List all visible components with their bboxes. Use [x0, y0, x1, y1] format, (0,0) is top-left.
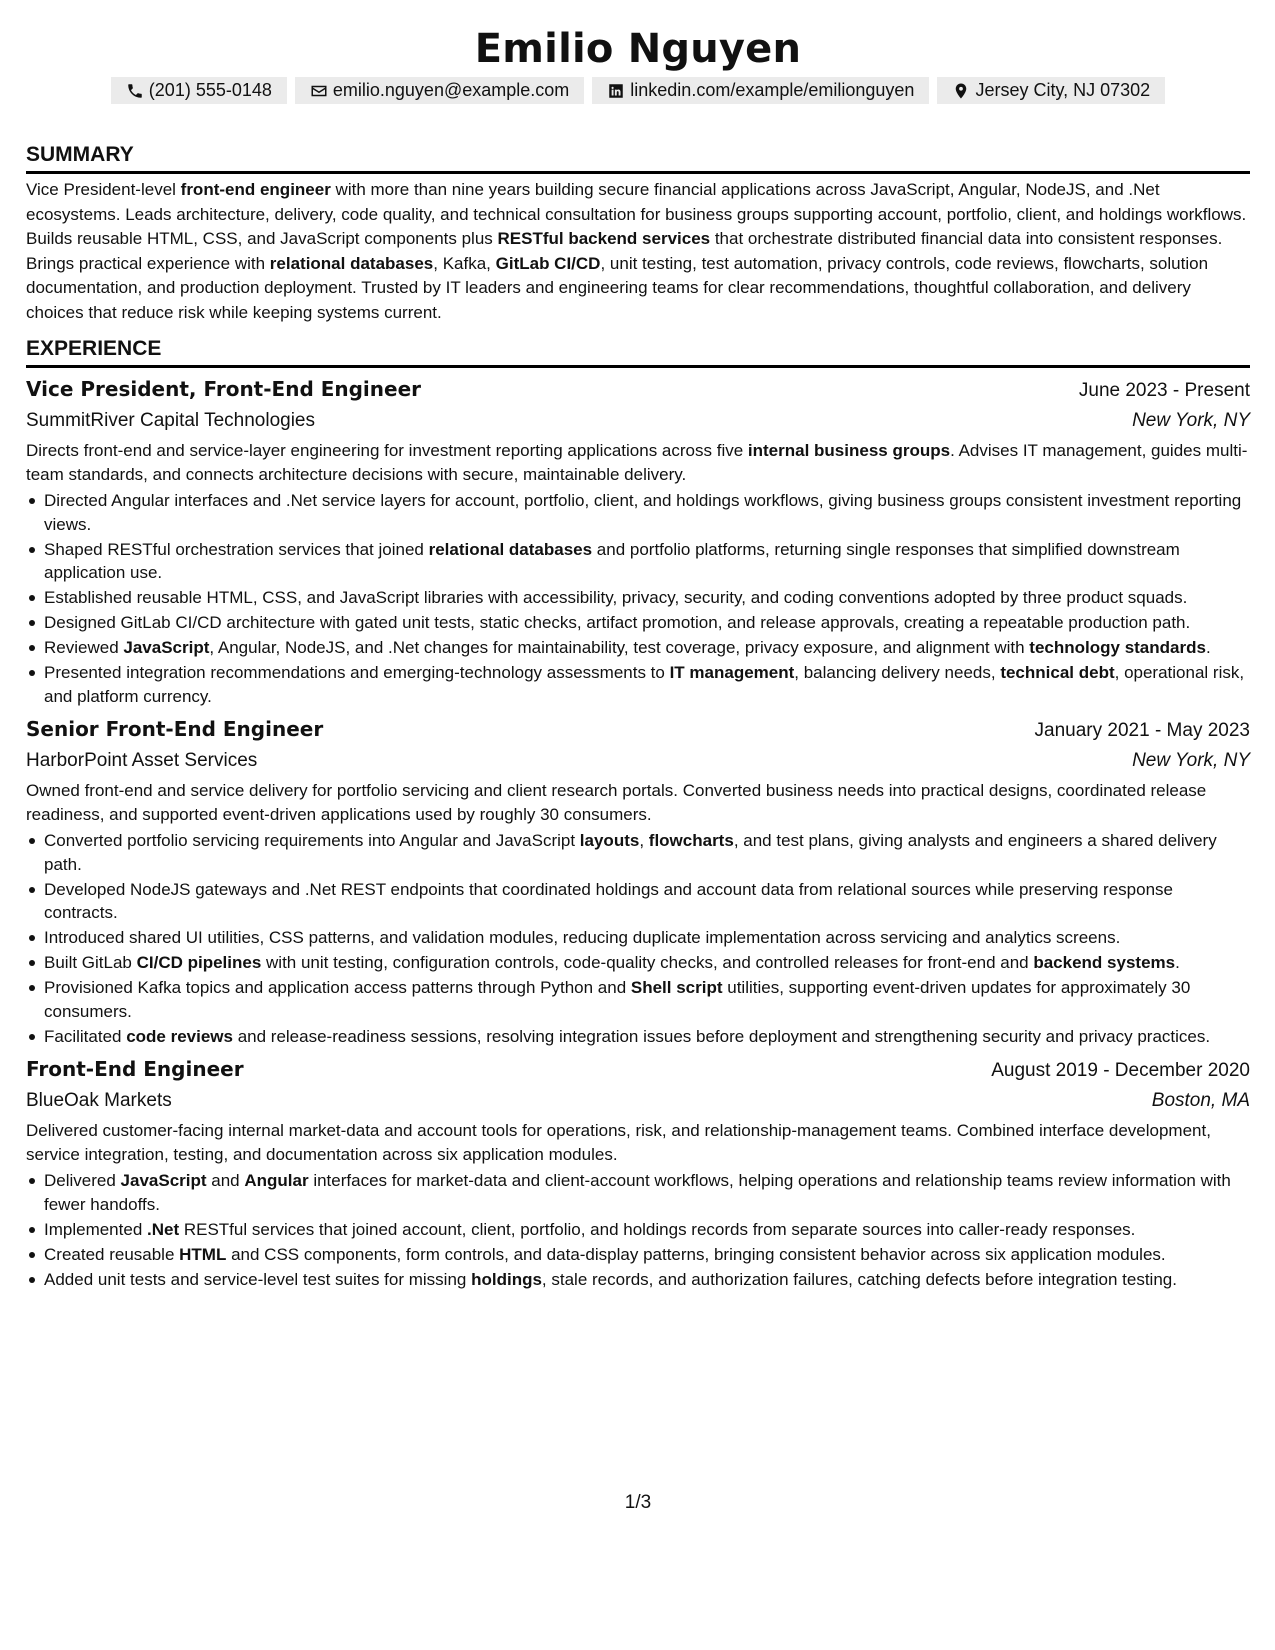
keyword-highlight: RESTful backend services	[497, 229, 711, 248]
job-description: Delivered customer-facing internal market-data and account tools for operations, risk, and relationship-management teams. Combined interface development, service integration, testing, and documentation across six application modules.	[26, 1121, 1211, 1164]
bullet-item: Introduced shared UI utilities, CSS patterns, and validation modules, reducing duplicate implementation across servicing and analytics screens.	[26, 926, 1250, 950]
job-entry	[26, 374, 1250, 708]
job-entry	[26, 714, 1250, 1048]
keyword-highlight: JavaScript	[120, 1171, 207, 1190]
bullet-item: Provisioned Kafka topics and application access patterns through Python and Shell script utilities, supporting event-driven updates for approximately 30 consumers.	[26, 976, 1250, 1023]
job-dates: June 2023 - Present	[1078, 380, 1250, 401]
experience-heading: EXPERIENCE	[26, 336, 1250, 368]
job-dates: January 2021 - May 2023	[1034, 720, 1250, 741]
keyword-highlight: Angular	[244, 1171, 309, 1190]
job-title: Senior Front-End Engineer	[26, 717, 324, 741]
summary-section	[26, 142, 1250, 325]
bullet-item: Created reusable HTML and CSS components, form controls, and data-display patterns, bringing consistent behavior across six application modules.	[26, 1243, 1250, 1267]
job-bullets	[26, 1169, 1250, 1291]
bullet-item: Facilitated code reviews and release-readiness sessions, resolving integration issues before deployment and strengthening security and privacy practices.	[26, 1025, 1250, 1049]
keyword-highlight: GitLab CI/CD	[495, 253, 601, 273]
job-dates: August 2019 - December 2020	[991, 1060, 1250, 1081]
bullet-item: Directed Angular interfaces and .Net service layers for account, portfolio, client, and holdings workflows, giving business groups consistent investment reporting views.	[26, 489, 1250, 536]
job-description: Directs front-end and service-layer engineering for investment reporting applications across five internal business groups. Advises IT management, guides multi-team standards, and connects architecture decisions with secure, maintainable delivery.	[26, 441, 1248, 484]
company-name: HarborPoint Asset Services	[26, 750, 258, 771]
contact-phone-text: (201) 555-0148	[148, 80, 272, 100]
keyword-highlight: internal business groups	[747, 441, 951, 460]
bullet-item: Shaped RESTful orchestration services that joined relational databases and portfolio platforms, returning single responses that simplified downstream application use.	[26, 538, 1250, 585]
job-description: Owned front-end and service delivery for portfolio servicing and client research portals. Converted business needs into practical designs, coordinated release readiness, and supported event-driven applications used by roughly 30 consumers.	[26, 781, 1207, 824]
bullet-item: Reviewed JavaScript, Angular, NodeJS, and .Net changes for maintainability, test coverage, privacy exposure, and alignment with technology standards.	[26, 636, 1250, 660]
keyword-highlight: technical debt	[1000, 663, 1115, 682]
resume-page	[26, 0, 1250, 1650]
job-title: Front-End Engineer	[26, 1057, 244, 1081]
map-pin-icon	[952, 82, 970, 100]
phone-icon	[126, 82, 144, 100]
page-number: 1/3	[624, 1492, 652, 1513]
job-location: New York, NY	[1132, 410, 1250, 431]
summary-heading: SUMMARY	[26, 142, 1250, 174]
keyword-highlight: layouts	[579, 831, 640, 850]
bullet-item: Converted portfolio servicing requirements into Angular and JavaScript layouts, flowcharts, and test plans, giving analysts and engineers a shared delivery path.	[26, 829, 1250, 876]
contact-linkedin-text: linkedin.com/example/emilionguyen	[630, 80, 915, 100]
keyword-highlight: HTML	[179, 1244, 227, 1264]
job-title: Vice President, Front-End Engineer	[26, 377, 422, 401]
keyword-highlight: flowcharts	[648, 831, 734, 850]
keyword-highlight: holdings	[471, 1269, 542, 1289]
keyword-highlight: JavaScript	[123, 638, 210, 657]
keyword-highlight: IT management	[669, 663, 795, 682]
keyword-highlight: Shell script	[630, 978, 723, 997]
envelope-icon	[310, 82, 328, 100]
keyword-highlight: front-end engineer	[180, 180, 331, 199]
bullet-item: Built GitLab CI/CD pipelines with unit testing, configuration controls, code-quality checks, and controlled releases for front-end and backend systems.	[26, 951, 1250, 975]
job-location: New York, NY	[1132, 750, 1250, 771]
contact-location	[937, 77, 1165, 104]
contact-bar	[26, 77, 1250, 104]
company-name: BlueOak Markets	[26, 1090, 172, 1111]
linkedin-icon	[607, 82, 625, 100]
keyword-highlight: relational databases	[269, 253, 434, 273]
contact-location-text: Jersey City, NJ 07302	[975, 80, 1151, 100]
bullet-item: Designed GitLab CI/CD architecture with gated unit tests, static checks, artifact promotion, and release approvals, creating a repeatable production path.	[26, 611, 1250, 635]
bullet-item: Added unit tests and service-level test suites for missing holdings, stale records, and authorization failures, catching defects before integration testing.	[26, 1268, 1250, 1292]
bullet-item: Presented integration recommendations and emerging-technology assessments to IT management, balancing delivery needs, technical debt, operational risk, and platform currency.	[26, 661, 1250, 708]
keyword-highlight: backend systems	[1033, 953, 1176, 972]
job-entry	[26, 1054, 1250, 1291]
candidate-name: Emilio Nguyen	[474, 26, 802, 72]
job-bullets	[26, 829, 1250, 1048]
contact-phone[interactable]	[111, 77, 287, 104]
job-bullets	[26, 489, 1250, 708]
contact-linkedin[interactable]	[592, 77, 929, 104]
bullet-item: Developed NodeJS gateways and .Net REST endpoints that coordinated holdings and account data from relational sources while preserving response contracts.	[26, 878, 1250, 925]
keyword-highlight: CI/CD pipelines	[136, 953, 262, 972]
contact-email[interactable]	[295, 77, 584, 104]
summary-text: Vice President-level front-end engineer with more than nine years building secure financial applications across JavaScript, Angular, NodeJS, and .Net ecosystems. Leads architecture, delivery, code quality, and technical consultation for business groups supporting account, portfolio, client, and holdings workflows. Builds reusable HTML, CSS, and JavaScript components plus RESTful backend services that orchestrate distributed financial data into consistent responses. Brings practical experience with relational databases, Kafka, GitLab CI/CD, unit testing, test automation, privacy controls, code reviews, flowcharts, solution documentation, and production deployment. Trusted by IT leaders and engineering teams for clear recommendations, thoughtful collaboration, and delivery choices that reduce risk while keeping systems current.	[26, 180, 1247, 322]
keyword-highlight: relational databases	[428, 539, 593, 559]
company-name: SummitRiver Capital Technologies	[26, 410, 315, 431]
experience-section	[26, 336, 1250, 1291]
job-location: Boston, MA	[1151, 1090, 1250, 1111]
contact-email-text: emilio.nguyen@example.com	[332, 80, 570, 100]
bullet-item: Delivered JavaScript and Angular interfaces for market-data and client-account workflows, helping operations and relationship teams review information with fewer handoffs.	[26, 1169, 1250, 1216]
bullet-item: Implemented .Net RESTful services that joined account, client, portfolio, and holdings records from separate sources into caller-ready responses.	[26, 1218, 1250, 1242]
keyword-highlight: .Net	[147, 1219, 180, 1239]
keyword-highlight: code reviews	[126, 1026, 233, 1046]
keyword-highlight: technology standards	[1029, 638, 1206, 657]
bullet-item: Established reusable HTML, CSS, and JavaScript libraries with accessibility, privacy, security, and coding conventions adopted by three product squads.	[26, 586, 1250, 610]
